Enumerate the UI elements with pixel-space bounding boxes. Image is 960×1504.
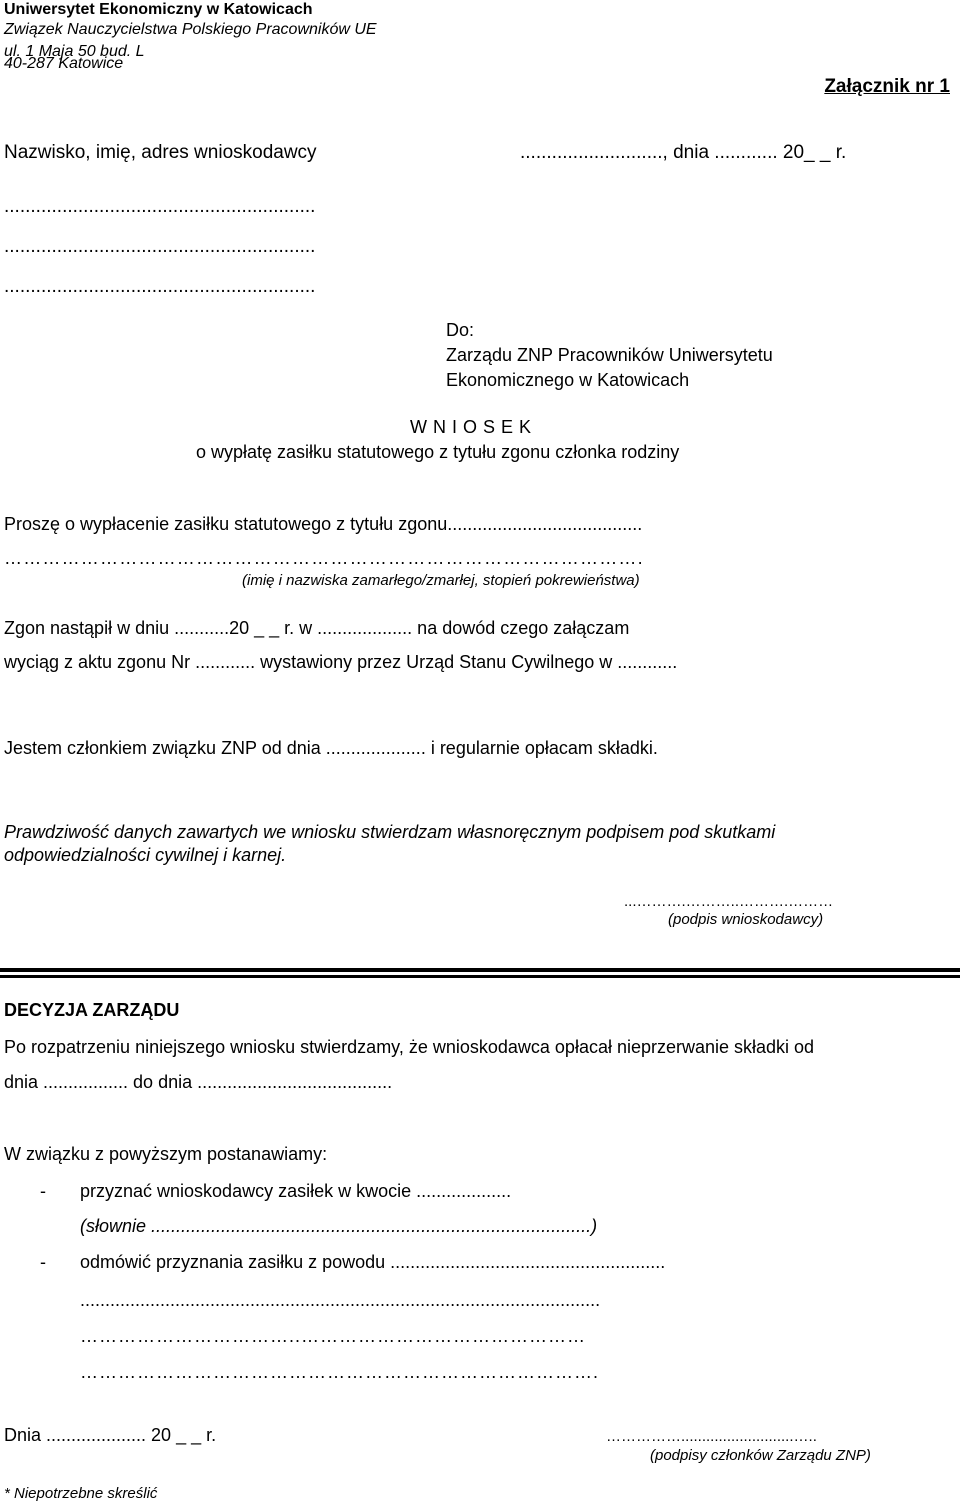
refusal-reason-line-2[interactable]: ……………………………..………………………………………: [80, 1326, 587, 1346]
section-divider-bottom: [0, 975, 960, 978]
applicant-line-1[interactable]: ...........................................................: [4, 196, 316, 217]
addressee-to: Do:: [446, 320, 475, 340]
document-subtitle: o wypłatę zasiłku statutowego z tytułu zgonu członka rodziny: [196, 442, 680, 462]
refuse-option[interactable]: odmówić przyznania zasiłku z powodu .......................................................: [80, 1252, 666, 1272]
decision-heading: DECYZJA ZARZĄDU: [4, 1000, 180, 1020]
truth-statement-1: Prawdziwość danych zawartych we wniosku stwierdzam własnoręcznym podpisem pod skutkami: [4, 822, 776, 842]
addressee-line-3: Ekonomicznego w Katowicach: [446, 370, 690, 390]
university-name: Uniwersytet Ekonomiczny w Katowicach: [4, 1, 313, 18]
section-divider-top: [0, 968, 960, 972]
deceased-name-hint: (imię i nazwiska zamarłego/zmarłej, stopień pokrewieństwa): [242, 572, 640, 589]
date-field[interactable]: ..........................., dnia ............ 20_ _ r.: [520, 142, 847, 163]
membership-line: Jestem członkiem związku ZNP od dnia .................... i regularnie opłacam składki.: [4, 738, 658, 758]
grant-bullet: -: [40, 1181, 46, 1201]
document-title: W N I O S E K: [410, 417, 532, 437]
resolution-intro: W związku z powyższym postanawiamy:: [4, 1144, 328, 1164]
request-text: Proszę o wypłacenie zasiłku statutowego z tytułu zgonu.......................................: [4, 514, 643, 534]
truth-statement-2: odpowiedzialności cywilnej i karnej.: [4, 845, 287, 865]
certificate-line: wyciąg z aktu zgonu Nr ............ wystawiony przez Urząd Stanu Cywilnego w ............: [4, 652, 678, 672]
grant-option[interactable]: przyznać wnioskodawcy zasiłek w kwocie ...................: [80, 1181, 512, 1201]
attachment-label: Załącznik nr 1: [824, 76, 950, 97]
addressee-line-2: Zarządu ZNP Pracowników Uniwersytetu: [446, 345, 773, 365]
decision-line-1: Po rozpatrzeniu niniejszego wniosku stwierdzamy, że wnioskodawca opłacał nieprzerwanie składki od: [4, 1037, 815, 1057]
amount-in-words[interactable]: (słownie ........................................................................................): [80, 1216, 598, 1236]
death-date-line: Zgon nastąpił w dniu ...........20 _ _ r. w ................... na dowód czego załączam: [4, 618, 630, 638]
applicant-line-2[interactable]: ...........................................................: [4, 236, 316, 257]
applicant-signature-label: (podpis wnioskodawcy): [668, 911, 824, 928]
address-city: 40-287 Katowice: [4, 55, 124, 72]
applicant-line-3[interactable]: ...........................................................: [4, 276, 316, 297]
address-street: ul. 1 Maja 50 bud. L: [4, 43, 145, 60]
decision-line-2: dnia ................. do dnia .......................................: [4, 1072, 393, 1092]
refusal-reason-line-3[interactable]: ……………………………………………………………………….: [80, 1362, 600, 1382]
refusal-reason-line-1[interactable]: ........................................................................................................: [80, 1290, 601, 1310]
board-signature-field[interactable]: ……………...........................…..: [606, 1428, 817, 1445]
refuse-bullet: -: [40, 1252, 46, 1272]
deceased-name-field[interactable]: ……………………………………………………………………………………….: [4, 548, 644, 568]
applicant-label: Nazwisko, imię, adres wnioskodawcy: [4, 142, 317, 163]
board-signature-label: (podpisy członków Zarządu ZNP): [650, 1447, 871, 1464]
footnote: * Niepotrzebne skreślić: [4, 1485, 158, 1502]
union-name: Związek Nauczycielstwa Polskiego Pracowników UE: [4, 21, 377, 38]
applicant-signature-field[interactable]: ...……….………..……….………: [624, 893, 834, 910]
decision-date[interactable]: Dnia .................... 20 _ _ r.: [4, 1425, 217, 1445]
